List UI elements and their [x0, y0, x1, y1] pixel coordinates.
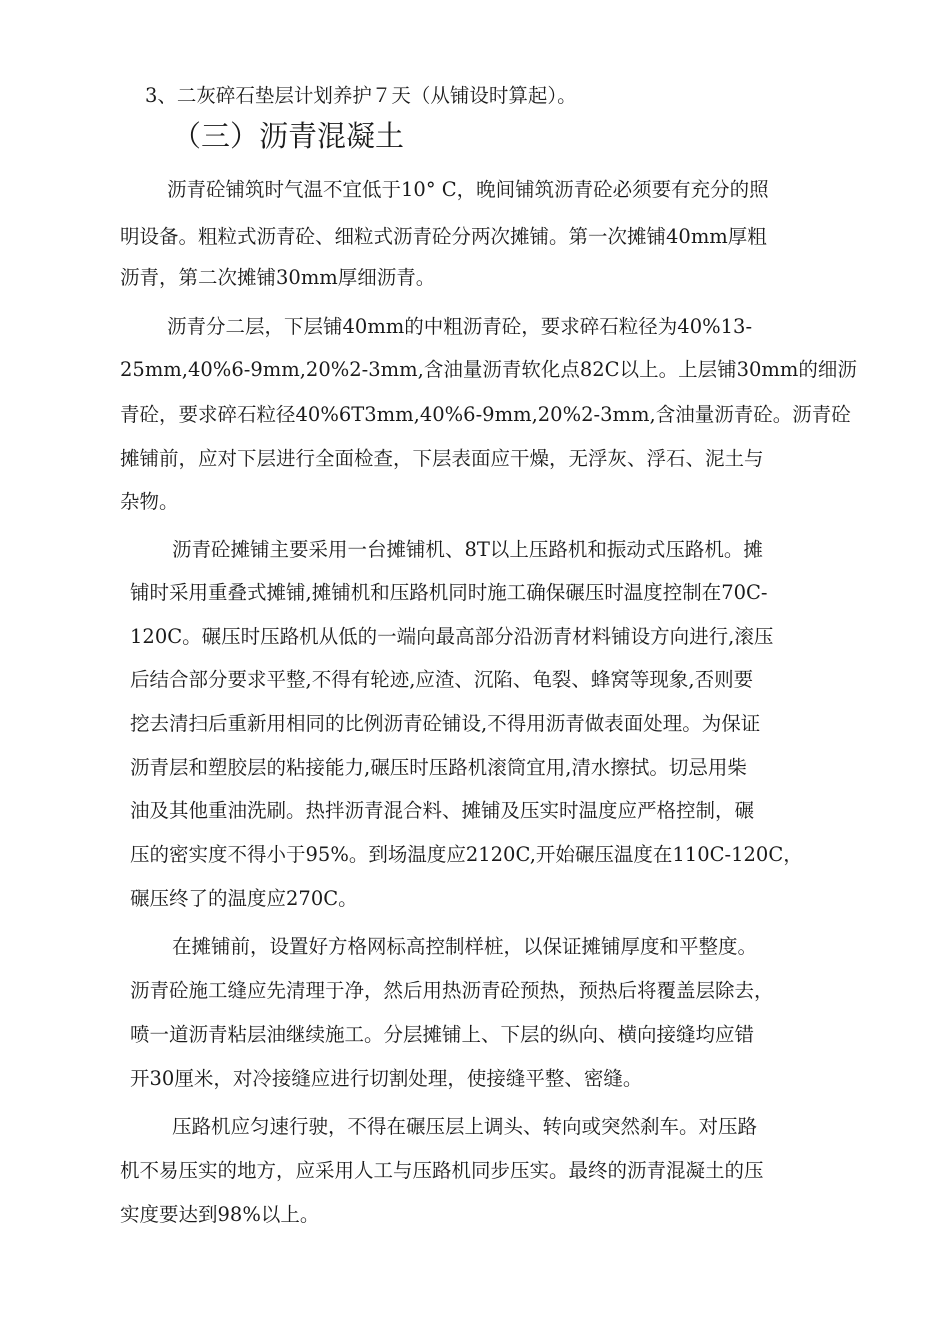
paragraph-line: 压的密实度不得小于95%。到场温度应2120C,开始碾压温度在110C-120C， — [130, 843, 803, 866]
paragraph-line: 实度要达到98%以上。 — [120, 1203, 320, 1226]
paragraph-line: 碾压终了的温度应270C。 — [130, 887, 358, 910]
paragraph-line: 机不易压实的地方，应采用人工与压路机同步压实。最终的沥青混凝土的压 — [120, 1159, 764, 1182]
paragraph-line: 油及其他重油洗刷。热拌沥青混合料、摊铺及压实时温度应严格控制，碾 — [130, 799, 755, 822]
paragraph-line: 青砼，要求碎石粒径40%6T3mm,40%6-9mm,20%2-3mm,含油量沥青砼。沥青砼 — [120, 403, 851, 426]
paragraph-line: 沥青砼摊铺主要采用一台摊铺机、8T以上压路机和振动式压路机。摊 — [172, 538, 763, 561]
paragraph-line: 沥青砼铺筑时气温不宜低于10° C，晚间铺筑沥青砼必须要有充分的照 — [167, 178, 769, 201]
paragraph-line: 25mm,40%6-9mm,20%2-3mm,含油量沥青软化点82C以上。上层铺30mm的细沥 — [120, 358, 857, 381]
paragraph-line: 沥青砼施工缝应先清理于净，然后用热沥青砼预热，预热后将覆盖层除去， — [130, 979, 774, 1002]
paragraph-line: 120C。碾压时压路机从低的一端向最高部分沿沥青材料铺设方向进行,滚压 — [130, 625, 774, 648]
paragraph-line: 后结合部分要求平整,不得有轮迹,应渣、沉陷、龟裂、蜂窝等现象,否则要 — [130, 668, 754, 691]
list-item-3: 3、二灰碎石垫层计划养护７天（从铺设时算起）。 — [145, 84, 577, 107]
paragraph-line: 明设备。粗粒式沥青砼、细粒式沥青砼分两次摊铺。第一次摊铺40mm厚粗 — [120, 225, 767, 248]
paragraph-line: 杂物。 — [120, 490, 179, 513]
paragraph-line: 喷一道沥青粘层油继续施工。分层摊铺上、下层的纵向、横向接缝均应错 — [130, 1023, 755, 1046]
paragraph-line: 开30厘米，对冷接缝应进行切割处理，使接缝平整、密缝。 — [130, 1067, 643, 1090]
paragraph-line: 在摊铺前，设置好方格网标高控制样桩，以保证摊铺厚度和平整度。 — [172, 935, 758, 958]
section-heading: （三）沥青混凝土 — [172, 119, 405, 153]
paragraph-line: 铺时采用重叠式摊铺,摊铺机和压路机同时施工确保碾压时温度控制在70C- — [130, 581, 768, 604]
paragraph-line: 沥青分二层，下层铺40mm的中粗沥青砼，要求碎石粒径为40%13- — [167, 315, 753, 338]
paragraph-line: 挖去清扫后重新用相同的比例沥青砼铺设,不得用沥青做表面处理。为保证 — [130, 712, 761, 735]
paragraph-line: 压路机应匀速行驶，不得在碾压层上调头、转向或突然刹车。对压路 — [172, 1115, 758, 1138]
paragraph-line: 摊铺前，应对下层进行全面检查，下层表面应干燥，无浮灰、浮石、泥土与 — [120, 447, 764, 470]
paragraph-line: 沥青，第二次摊铺30mm厚细沥青。 — [120, 266, 436, 289]
paragraph-line: 沥青层和塑胶层的粘接能力,碾压时压路机滚筒宜用,清水擦拭。切忌用柴 — [130, 756, 747, 779]
